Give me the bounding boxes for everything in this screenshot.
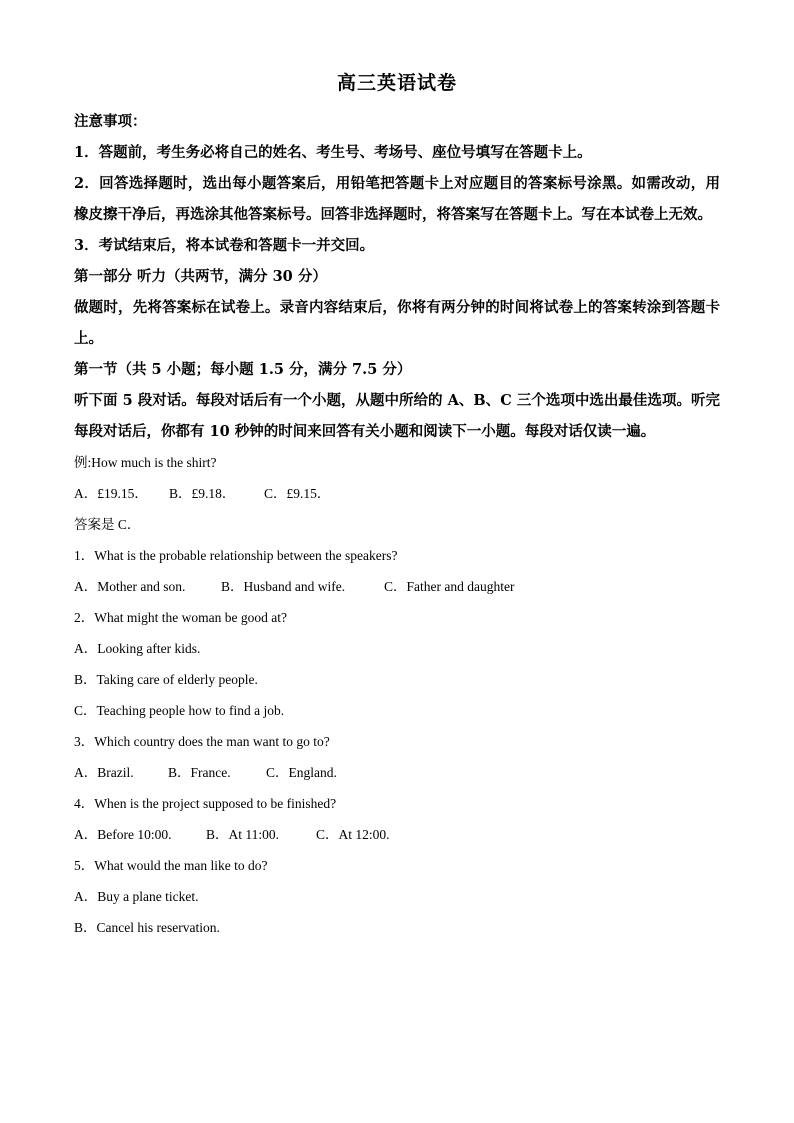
option-a: A．Looking after kids. (74, 641, 201, 656)
option-b: B．Taking care of elderly people. (74, 672, 258, 687)
option-c: C．Father and daughter (384, 579, 515, 594)
section1-instruction: 听下面 5 段对话。每段对话后有一个小题，从题中所给的 A、B、C 三个选项中选出最佳选项。听完每段对话后，你都有 10 秒钟的时间来回答有关小题和阅读下一小题。每段对话仅读一遍。 (74, 392, 720, 440)
option-b: B．£9.18． (169, 486, 236, 501)
notice-item: 3．考试结束后，将本试卷和答题卡一并交回。 (74, 237, 375, 254)
example-question: 例:How much is the shirt? (74, 455, 217, 470)
option-a: A．Buy a plane ticket. (74, 889, 199, 904)
notice-item: 1．答题前，考生务必将自己的姓名、考生号、考场号、座位号填写在答题卡上。 (74, 144, 592, 161)
part1-instruction: 做题时，先将答案标在试卷上。录音内容结束后，你将有两分钟的时间将试卷上的答案转涂到答题卡上。 (74, 299, 720, 347)
option-a: A．£19.15． (74, 486, 148, 501)
option-a: A．Brazil. (74, 765, 134, 780)
question-stem: 3．Which country does the man want to go to? (74, 734, 330, 749)
question-options (74, 819, 720, 850)
option-c: C．£9.15． (264, 486, 331, 501)
page-title: 高三英语试卷 (336, 72, 457, 94)
option-b: B．Cancel his reservation. (74, 920, 220, 935)
notice-heading: 注意事项： (74, 113, 147, 130)
option-c: C．Teaching people how to find a job. (74, 703, 285, 718)
question-options (74, 571, 720, 602)
option-b: B．At 11:00. (206, 827, 280, 842)
option-c: C．At 12:00. (316, 827, 390, 842)
example-options (74, 478, 720, 509)
option-c: C．England. (266, 765, 337, 780)
question-stem: 1．What is the probable relationship between the speakers? (74, 548, 398, 563)
option-b: B．Husband and wife. (221, 579, 346, 594)
notice-item: 2．回答选择题时，选出每小题答案后，用铅笔把答题卡上对应题目的答案标号涂黑。如需改动，用橡皮擦干净后，再选涂其他答案标号。回答非选择题时，将答案写在答题卡上。写在本试卷上无效。 (74, 175, 720, 223)
question-stem: 4．When is the project supposed to be finished? (74, 796, 337, 811)
example-answer: 答案是 C． (74, 517, 141, 532)
question-options (74, 757, 720, 788)
option-a: A．Mother and son. (74, 579, 186, 594)
question-stem: 2．What might the woman be good at? (74, 610, 287, 625)
section1-heading: 第一节（共 5 小题；每小题 1.5 分，满分 7.5 分） (74, 361, 412, 378)
exam-page (74, 70, 720, 943)
option-b: B．France. (168, 765, 231, 780)
part1-heading: 第一部分 听力（共两节，满分 30 分） (74, 268, 327, 285)
question-stem: 5．What would the man like to do? (74, 858, 268, 873)
option-a: A．Before 10:00. (74, 827, 172, 842)
